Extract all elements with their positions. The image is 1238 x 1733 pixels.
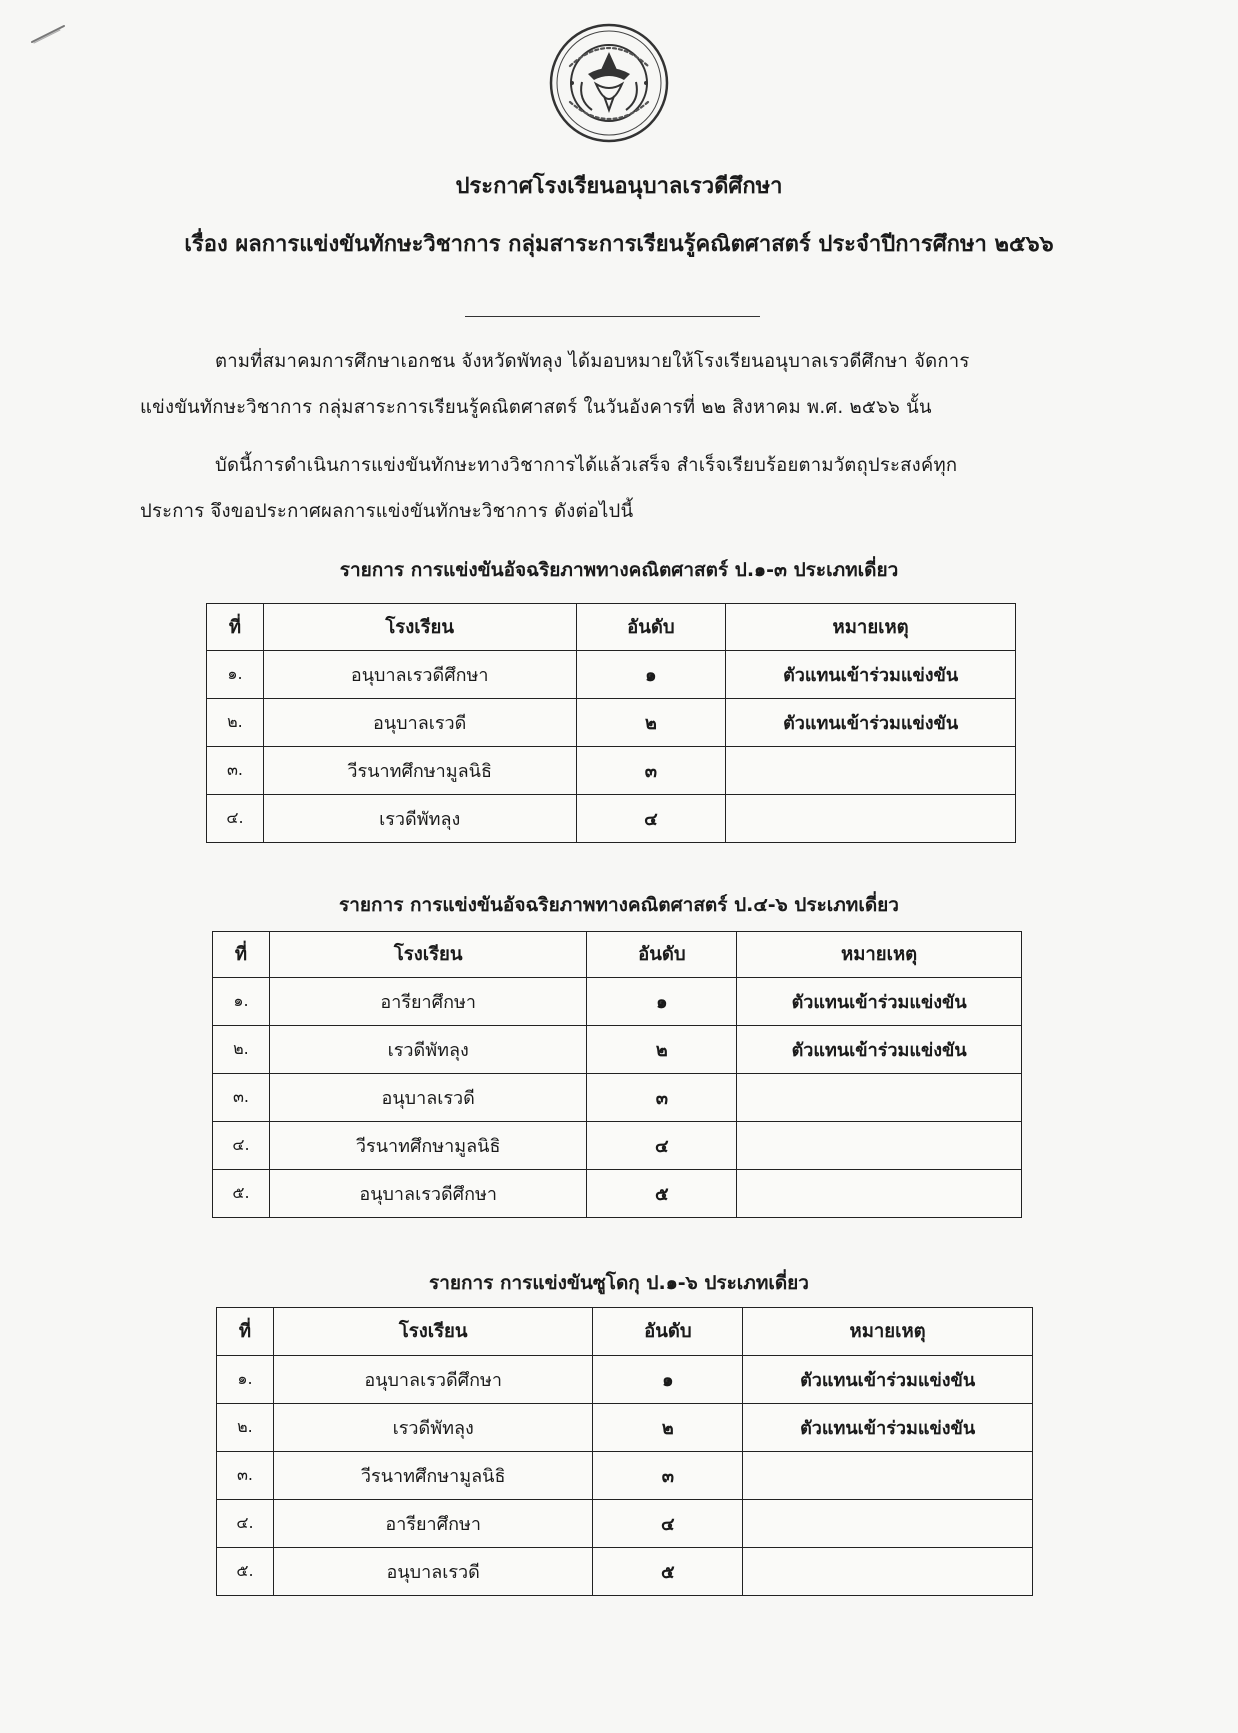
row-note: [737, 1074, 1022, 1122]
row-no: ๔.: [217, 1500, 274, 1548]
row-school: อนุบาลเรวดี: [273, 1548, 593, 1596]
row-no: ๓.: [217, 1452, 274, 1500]
table-header-row: [217, 1308, 1033, 1356]
row-rank: ๔: [576, 795, 726, 843]
table-row: [217, 1548, 1033, 1596]
row-note: ตัวแทนเข้าร่วมแข่งขัน: [743, 1404, 1033, 1452]
row-no: ๑.: [213, 978, 270, 1026]
row-note: [726, 795, 1016, 843]
row-rank: ๔: [593, 1500, 743, 1548]
row-note: [743, 1548, 1033, 1596]
table-header-row: [207, 604, 1016, 651]
header-no: ที่: [217, 1308, 274, 1356]
table-row: [217, 1452, 1033, 1500]
row-no: ๔.: [213, 1122, 270, 1170]
row-school: เรวดีพัทลุง: [273, 1404, 593, 1452]
announcement-title: ประกาศโรงเรียนอนุบาลเรวดีศึกษา: [455, 174, 783, 199]
header-note: หมายเหตุ: [726, 604, 1016, 651]
row-no: ๓.: [207, 747, 264, 795]
header-no: ที่: [213, 932, 270, 978]
row-rank: ๑: [576, 651, 726, 699]
table-row: [213, 1122, 1022, 1170]
row-note: [737, 1170, 1022, 1218]
header-rank: อันดับ: [587, 932, 737, 978]
row-rank: ๑: [593, 1356, 743, 1404]
row-note: ตัวแทนเข้าร่วมแข่งขัน: [737, 978, 1022, 1026]
header-note: หมายเหตุ: [743, 1308, 1033, 1356]
row-rank: ๓: [587, 1074, 737, 1122]
header-note: หมายเหตุ: [737, 932, 1022, 978]
table-row: [207, 795, 1016, 843]
paragraph-1-line-2: แข่งขันทักษะวิชาการ กลุ่มสาระการเรียนรู้คณิตศาสตร์ ในวันอังคารที่ ๒๒ สิงหาคม พ.ศ. ๒๕๖๖ นั้น: [140, 397, 932, 418]
table-row: [207, 747, 1016, 795]
row-note: [743, 1452, 1033, 1500]
row-school: เรวดีพัทลุง: [263, 795, 576, 843]
header-school: โรงเรียน: [273, 1308, 593, 1356]
school-seal-logo: [548, 22, 670, 144]
row-no: ๒.: [213, 1026, 270, 1074]
table-row: [213, 1026, 1022, 1074]
section-title-2: รายการ การแข่งขันอัจฉริยภาพทางคณิตศาสตร์ ป.๔-๖ ประเภทเดี่ยว: [339, 894, 899, 916]
header-rank: อันดับ: [576, 604, 726, 651]
results-table-2: [212, 931, 1022, 1218]
row-rank: ๕: [593, 1548, 743, 1596]
section-title-1: รายการ การแข่งขันอัจฉริยภาพทางคณิตศาสตร์ ป.๑-๓ ประเภทเดี่ยว: [339, 559, 899, 581]
row-school: อนุบาลเรวดี: [269, 1074, 587, 1122]
row-no: ๔.: [207, 795, 264, 843]
row-no: ๑.: [217, 1356, 274, 1404]
row-note: ตัวแทนเข้าร่วมแข่งขัน: [726, 651, 1016, 699]
table-row: [207, 699, 1016, 747]
section-title-3: รายการ การแข่งขันซูโดกุ ป.๑-๖ ประเภทเดี่ยว: [429, 1272, 809, 1294]
row-school: วีรนาทศึกษามูลนิธิ: [263, 747, 576, 795]
row-rank: ๑: [587, 978, 737, 1026]
table-row: [213, 1170, 1022, 1218]
row-note: [737, 1122, 1022, 1170]
row-school: อนุบาลเรวดีศึกษา: [263, 651, 576, 699]
row-no: ๒.: [207, 699, 264, 747]
row-note: [743, 1500, 1033, 1548]
row-rank: ๓: [576, 747, 726, 795]
table-row: [217, 1356, 1033, 1404]
row-school: อนุบาลเรวดีศึกษา: [273, 1356, 593, 1404]
row-note: [726, 747, 1016, 795]
row-note: ตัวแทนเข้าร่วมแข่งขัน: [743, 1356, 1033, 1404]
header-no: ที่: [207, 604, 264, 651]
row-rank: ๔: [587, 1122, 737, 1170]
row-no: ๕.: [213, 1170, 270, 1218]
row-rank: ๓: [593, 1452, 743, 1500]
header-school: โรงเรียน: [263, 604, 576, 651]
table-row: [213, 1074, 1022, 1122]
row-school: อารียาศึกษา: [269, 978, 587, 1026]
paragraph-1-line-1: ตามที่สมาคมการศึกษาเอกชน จังหวัดพัทลุง ได้มอบหมายให้โรงเรียนอนุบาลเรวดีศึกษา จัดการ: [215, 351, 970, 372]
row-rank: ๒: [593, 1404, 743, 1452]
announcement-subject: เรื่อง ผลการแข่งขันทักษะวิชาการ กลุ่มสาระการเรียนรู้คณิตศาสตร์ ประจำปีการศึกษา ๒๕๖๖: [184, 232, 1054, 257]
table-row: [213, 978, 1022, 1026]
results-table-3: [216, 1307, 1033, 1596]
table-row: [217, 1404, 1033, 1452]
row-no: ๕.: [217, 1548, 274, 1596]
row-no: ๒.: [217, 1404, 274, 1452]
row-no: ๑.: [207, 651, 264, 699]
row-school: อนุบาลเรวดี: [263, 699, 576, 747]
row-rank: ๒: [576, 699, 726, 747]
table-row: [217, 1500, 1033, 1548]
row-school: อนุบาลเรวดีศึกษา: [269, 1170, 587, 1218]
paragraph-2-line-1: บัดนี้การดำเนินการแข่งขันทักษะทางวิชาการได้แล้วเสร็จ สำเร็จเรียบร้อยตามวัตถุประสงค์ทุก: [215, 455, 958, 476]
table-header-row: [213, 932, 1022, 978]
header-rank: อันดับ: [593, 1308, 743, 1356]
row-school: เรวดีพัทลุง: [269, 1026, 587, 1074]
row-note: ตัวแทนเข้าร่วมแข่งขัน: [737, 1026, 1022, 1074]
row-note: ตัวแทนเข้าร่วมแข่งขัน: [726, 699, 1016, 747]
row-rank: ๕: [587, 1170, 737, 1218]
row-rank: ๒: [587, 1026, 737, 1074]
pencil-mark: [30, 22, 68, 44]
row-school: อารียาศึกษา: [273, 1500, 593, 1548]
paragraph-2-line-2: ประการ จึงขอประกาศผลการแข่งขันทักษะวิชาการ ดังต่อไปนี้: [140, 501, 634, 522]
divider-line: [465, 316, 760, 317]
row-school: วีรนาทศึกษามูลนิธิ: [269, 1122, 587, 1170]
row-school: วีรนาทศึกษามูลนิธิ: [273, 1452, 593, 1500]
header-school: โรงเรียน: [269, 932, 587, 978]
table-row: [207, 651, 1016, 699]
results-table-1: [206, 603, 1016, 843]
row-no: ๓.: [213, 1074, 270, 1122]
